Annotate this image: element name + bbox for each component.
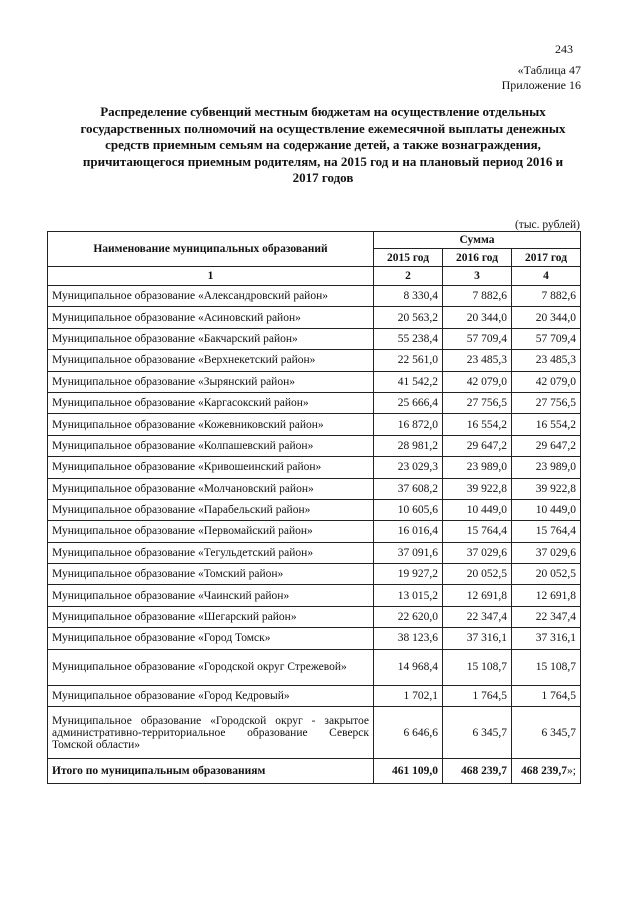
amount-2017: 20 344,0 [512,307,581,328]
amount-2017: 22 347,4 [512,606,581,627]
amount-2016: 37 029,6 [443,542,512,563]
header-sum: Сумма [374,232,581,249]
amount-2016: 15 108,7 [443,649,512,685]
amount-2015: 19 927,2 [374,564,443,585]
amount-2015: 13 015,2 [374,585,443,606]
amount-2015: 14 968,4 [374,649,443,685]
header-year-2017: 2017 год [512,249,581,267]
header-name: Наименование муниципальных образований [48,232,374,267]
amount-2015: 16 872,0 [374,414,443,435]
table-row [48,478,581,499]
amount-2016: 16 554,2 [443,414,512,435]
document-title: Распределение субвенций местным бюджетам на осуществление отдельных государственных полномочий на осуществление ежемесячной выплаты денежных средств приемным семьям на содержание детей, а также вознаграждения, причитающегося приемным родителям, на 2015 год и на плановый период 2016 и 2017 годов [80,104,566,185]
municipality-name: Муниципальное образование «Колпашевский район» [48,435,374,456]
amount-2015: 22 620,0 [374,606,443,627]
municipality-name: Муниципальное образование «Городской округ Стрежевой» [48,649,374,685]
table-row [48,564,581,585]
amount-2017: 39 922,8 [512,478,581,499]
municipality-name: Муниципальное образование «Верхнекетский район» [48,350,374,371]
amount-2016: 20 344,0 [443,307,512,328]
appendix-number: Приложение 16 [501,78,581,92]
amount-2016: 29 647,2 [443,435,512,456]
header-year-2015: 2015 год [374,249,443,267]
table-row [48,685,581,706]
units-label: (тыс. рублей) [514,219,580,231]
table-row [48,542,581,563]
table-row [48,457,581,478]
table-row [48,435,581,456]
table-row [48,628,581,649]
amount-2017: 15 108,7 [512,649,581,685]
table-row [48,328,581,349]
total-2015: 461 109,0 [374,759,443,784]
amount-2016: 57 709,4 [443,328,512,349]
municipality-name: Муниципальное образование «Асиновский район» [48,307,374,328]
amount-2017: 37 029,6 [512,542,581,563]
column-index: 2 [374,267,443,286]
amount-2015: 55 238,4 [374,328,443,349]
table-row [48,499,581,520]
municipality-name: Муниципальное образование «Александровский район» [48,286,374,307]
municipality-name: Муниципальное образование «Кожевниковский район» [48,414,374,435]
column-index: 4 [512,267,581,286]
municipality-name: Муниципальное образование «Городской округ - закрытое административно-территориальное образование Северск Томской области» [48,707,374,759]
table-row [48,585,581,606]
page-number: 243 [555,42,573,56]
table-row [48,521,581,542]
table-row [48,286,581,307]
amount-2015: 23 029,3 [374,457,443,478]
table-row [48,649,581,685]
amount-2015: 22 561,0 [374,350,443,371]
amount-2015: 16 016,4 [374,521,443,542]
amount-2016: 12 691,8 [443,585,512,606]
municipality-name: Муниципальное образование «Томский район» [48,564,374,585]
amount-2017: 7 882,6 [512,286,581,307]
municipality-name: Муниципальное образование «Бакчарский район» [48,328,374,349]
amount-2017: 27 756,5 [512,392,581,413]
amount-2016: 1 764,5 [443,685,512,706]
amount-2016: 42 079,0 [443,371,512,392]
amount-2017: 16 554,2 [512,414,581,435]
table-number: «Таблица 47 [517,63,581,77]
total-2016: 468 239,7 [443,759,512,784]
municipality-name: Муниципальное образование «Тегульдетский район» [48,542,374,563]
amount-2016: 7 882,6 [443,286,512,307]
amount-2016: 39 922,8 [443,478,512,499]
amount-2016: 37 316,1 [443,628,512,649]
municipality-name: Муниципальное образование «Молчановский район» [48,478,374,499]
amount-2015: 37 608,2 [374,478,443,499]
amount-2015: 10 605,6 [374,499,443,520]
closing-mark: »; [567,765,576,778]
amount-2016: 23 989,0 [443,457,512,478]
table-row [48,707,581,759]
amount-2015: 25 666,4 [374,392,443,413]
amount-2015: 1 702,1 [374,685,443,706]
column-index: 1 [48,267,374,286]
municipality-name: Муниципальное образование «Чаинский район» [48,585,374,606]
amount-2017: 6 345,7 [512,707,581,759]
table-row [48,307,581,328]
amount-2017: 23 485,3 [512,350,581,371]
amount-2016: 20 052,5 [443,564,512,585]
amount-2015: 38 123,6 [374,628,443,649]
municipality-name: Муниципальное образование «Город Томск» [48,628,374,649]
header-year-2016: 2016 год [443,249,512,267]
total-2017-value: 468 239,7 [521,765,568,778]
amount-2017: 10 449,0 [512,499,581,520]
amount-2016: 6 345,7 [443,707,512,759]
amount-2015: 20 563,2 [374,307,443,328]
amount-2016: 22 347,4 [443,606,512,627]
municipality-name: Муниципальное образование «Каргасокский район» [48,392,374,413]
amount-2015: 28 981,2 [374,435,443,456]
table-reference [502,63,581,93]
municipality-name: Муниципальное образование «Парабельский район» [48,499,374,520]
amount-2015: 8 330,4 [374,286,443,307]
municipality-name: Муниципальное образование «Город Кедровый» [48,685,374,706]
total-label: Итого по муниципальным образованиям [48,759,374,784]
amount-2016: 23 485,3 [443,350,512,371]
municipality-name: Муниципальное образование «Зырянский район» [48,371,374,392]
amount-2016: 10 449,0 [443,499,512,520]
amount-2017: 20 052,5 [512,564,581,585]
amount-2015: 6 646,6 [374,707,443,759]
amount-2017: 29 647,2 [512,435,581,456]
municipality-name: Муниципальное образование «Кривошеинский район» [48,457,374,478]
total-2017 [512,759,581,784]
municipality-name: Муниципальное образование «Первомайский район» [48,521,374,542]
amount-2017: 57 709,4 [512,328,581,349]
amount-2017: 42 079,0 [512,371,581,392]
table-row [48,606,581,627]
table-row [48,350,581,371]
amount-2017: 12 691,8 [512,585,581,606]
table-row [48,414,581,435]
subventions-table [47,231,581,784]
total-row [48,759,581,784]
amount-2017: 1 764,5 [512,685,581,706]
municipality-name: Муниципальное образование «Шегарский район» [48,606,374,627]
amount-2017: 23 989,0 [512,457,581,478]
amount-2016: 27 756,5 [443,392,512,413]
amount-2016: 15 764,4 [443,521,512,542]
amount-2015: 41 542,2 [374,371,443,392]
table-row [48,392,581,413]
amount-2017: 37 316,1 [512,628,581,649]
column-index: 3 [443,267,512,286]
amount-2015: 37 091,6 [374,542,443,563]
amount-2017: 15 764,4 [512,521,581,542]
table-row [48,371,581,392]
